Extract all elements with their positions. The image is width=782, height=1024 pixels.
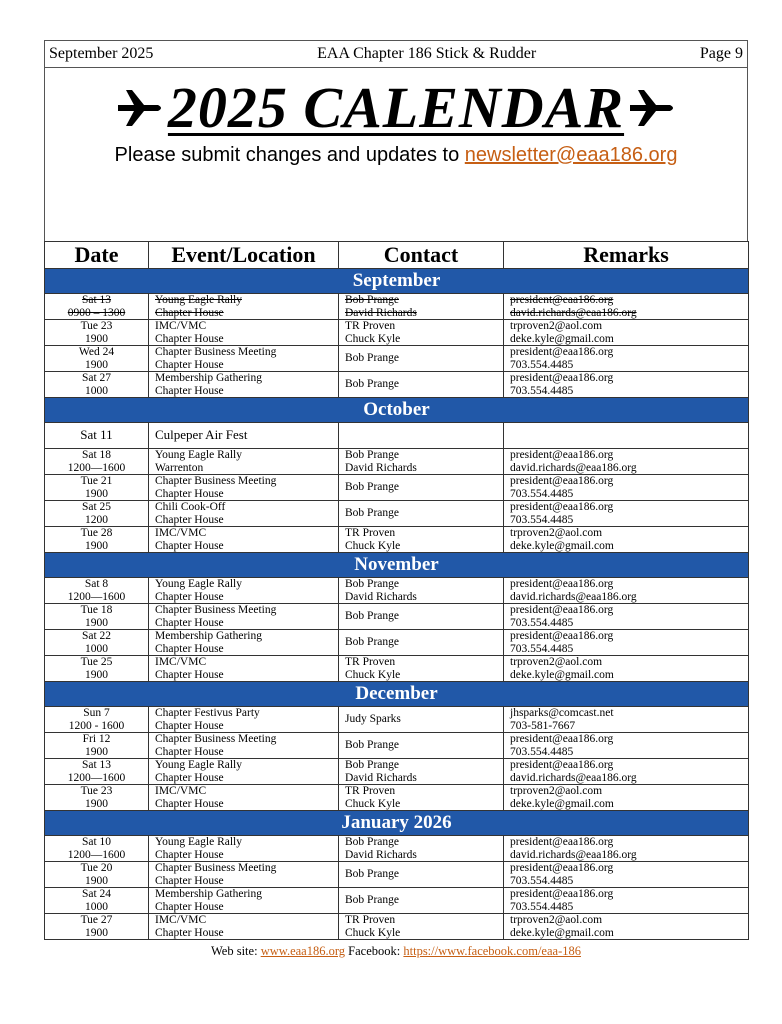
event-date [45,888,149,914]
month-header-row [45,682,749,707]
event-name-line: Chapter Business Meeting [155,733,277,745]
event-remarks-line: trproven2@aol.com [510,785,603,797]
event-name-line: Chapter House [155,719,224,732]
table-row [45,475,749,501]
event-remarks [504,423,749,449]
event-date [45,320,149,346]
event-name-line: Chapter House [155,848,224,861]
event-name [149,733,339,759]
event-name-line: Chapter House [155,616,224,629]
event-contact-line: Bob Prange [345,578,399,590]
event-name [149,423,339,449]
page-header [44,40,748,67]
event-contact [339,423,504,449]
month-label: December [45,682,749,707]
event-date [45,527,149,553]
table-row [45,914,749,940]
event-name-line: Membership Gathering [155,888,262,900]
event-date-line: Sun 7 [83,707,110,719]
event-remarks [504,862,749,888]
airplane-icon [114,88,166,128]
table-row [45,707,749,733]
event-date-line: 1000 [85,384,108,397]
event-date-line: 1900 [85,926,108,939]
table-row [45,759,749,785]
event-remarks [504,320,749,346]
event-date-line: 1900 [85,668,108,681]
event-date-line: Tue 23 [80,320,113,332]
event-name [149,372,339,398]
event-date-line: 1000 [85,900,108,913]
event-date-line: 1200—1600 [67,590,126,603]
footer-facebook-label: Facebook: [345,944,404,958]
table-header-row [45,242,749,269]
event-date [45,707,149,733]
event-contact-line: Bob Prange [345,378,399,391]
event-date-line: Tue 23 [80,785,113,797]
event-date [45,656,149,682]
event-contact-line: Bob Prange [345,739,399,752]
event-contact [339,785,504,811]
event-remarks-line: david.richards@eaa186.org [510,590,637,603]
table-row [45,294,749,320]
event-contact [339,320,504,346]
event-date [45,759,149,785]
event-date-line: 1200—1600 [67,461,126,474]
event-contact-line: Chuck Kyle [345,797,401,810]
event-date-line: 1200—1600 [67,771,126,784]
event-name-line: Chapter House [155,513,224,526]
event-remarks [504,630,749,656]
event-name-line: Chili Cook-Off [155,501,226,513]
header-publication: EAA Chapter 186 Stick & Rudder [317,45,537,62]
event-date [45,785,149,811]
event-contact [339,346,504,372]
event-date-line: 1200—1600 [67,848,126,861]
event-contact [339,604,504,630]
event-name-line: Chapter House [155,384,224,397]
event-contact [339,372,504,398]
event-contact-line: Chuck Kyle [345,926,401,939]
event-remarks-line: 703.554.4485 [510,513,574,526]
event-name-line: Chapter Business Meeting [155,346,277,358]
event-date-line: Sat 13 [81,294,112,306]
airplane-icon [626,88,678,128]
event-remarks-line: trproven2@aol.com [510,656,603,668]
event-name [149,604,339,630]
event-contact [339,888,504,914]
event-contact-line: Judy Sparks [345,713,401,726]
event-date [45,630,149,656]
event-date-line: 1900 [85,874,108,887]
event-name-line: Membership Gathering [155,630,262,642]
event-contact-line: Bob Prange [345,294,399,306]
event-remarks-line: 703.554.4485 [510,616,574,629]
event-name-line: Chapter House [155,797,224,810]
event-date-line: Sat 22 [81,630,112,642]
table-row [45,527,749,553]
event-date-line: Sat 13 [81,759,112,771]
event-remarks [504,759,749,785]
website-link[interactable]: www.eaa186.org [260,944,346,958]
event-contact [339,294,504,320]
event-contact-line: Bob Prange [345,836,399,848]
event-date [45,346,149,372]
event-remarks [504,733,749,759]
event-contact-line: Bob Prange [345,894,399,907]
event-remarks-line: 703.554.4485 [510,384,574,397]
event-contact-line: Bob Prange [345,636,399,649]
event-remarks-line: david.richards@eaa186.org [510,461,637,474]
event-remarks-line: president@eaa186.org [510,836,614,848]
event-date-line: Sat 27 [81,372,112,384]
event-name [149,501,339,527]
event-remarks-line: 703.554.4485 [510,874,574,887]
event-name [149,630,339,656]
event-name [149,320,339,346]
event-contact-line: Chuck Kyle [345,668,401,681]
event-date-line: Tue 27 [80,914,113,926]
subtitle-text: Please submit changes and updates to [114,144,465,166]
event-remarks-line: 703.554.4485 [510,487,574,500]
event-name-line: Young Eagle Rally [155,836,242,848]
event-remarks-line: david.richards@eaa186.org [510,306,637,319]
event-name [149,862,339,888]
event-remarks [504,914,749,940]
event-date-line: Tue 20 [80,862,113,874]
event-date-line: 1900 [85,487,108,500]
table-row [45,320,749,346]
event-contact-line: David Richards [345,771,417,784]
month-header-row [45,811,749,836]
event-name [149,294,339,320]
table-row [45,578,749,604]
event-date-line: Tue 18 [80,604,113,616]
event-name [149,836,339,862]
event-remarks-line: david.richards@eaa186.org [510,771,637,784]
event-remarks [504,656,749,682]
event-remarks-line: trproven2@aol.com [510,914,603,926]
event-remarks [504,604,749,630]
calendar-title: 2025 CALENDAR [167,75,625,140]
event-name-line: Young Eagle Rally [155,578,242,590]
event-date-line: Sat 18 [81,449,112,461]
event-name-line: Membership Gathering [155,372,262,384]
event-name [149,759,339,785]
event-name [149,888,339,914]
event-contact-line: Bob Prange [345,610,399,623]
event-date [45,294,149,320]
event-remarks-line: president@eaa186.org [510,449,614,461]
event-name [149,449,339,475]
event-name-line: Chapter House [155,900,224,913]
event-date-line: Tue 25 [80,656,113,668]
event-contact-line: Bob Prange [345,759,399,771]
month-label: September [45,269,749,294]
event-date-line: Tue 21 [80,475,113,487]
event-name-line: Chapter Business Meeting [155,475,277,487]
event-remarks [504,527,749,553]
event-name-line: Chapter House [155,487,224,500]
calendar-body [45,269,749,940]
event-contact [339,862,504,888]
column-header-event: Event/Location [149,242,339,269]
event-name [149,785,339,811]
event-contact [339,578,504,604]
table-row [45,372,749,398]
month-header-row [45,398,749,423]
newsletter-email-link[interactable]: newsletter@eaa186.org [464,144,678,166]
event-date [45,372,149,398]
event-remarks [504,836,749,862]
event-contact-line: Bob Prange [345,481,399,494]
event-contact-line: David Richards [345,590,417,603]
month-label: October [45,398,749,423]
event-name [149,656,339,682]
page-footer [44,944,748,959]
event-name [149,475,339,501]
event-remarks-line: president@eaa186.org [510,372,614,384]
event-date-line: Sat 25 [81,501,112,513]
event-name [149,578,339,604]
table-row [45,862,749,888]
event-name-line: IMC/VMC [155,785,207,797]
table-row [45,785,749,811]
event-date-line: 1900 [85,332,108,345]
event-contact-line: TR Proven [345,320,396,332]
event-remarks-line: david.richards@eaa186.org [510,848,637,861]
table-row [45,501,749,527]
event-date [45,501,149,527]
event-remarks-line: president@eaa186.org [510,630,614,642]
event-date-line: 0900 – 1300 [67,306,126,319]
event-remarks [504,475,749,501]
event-remarks-line: deke.kyle@gmail.com [510,539,614,552]
table-row [45,604,749,630]
event-date [45,578,149,604]
event-contact [339,449,504,475]
event-remarks-line: trproven2@aol.com [510,320,603,332]
event-date-line: Tue 28 [80,527,113,539]
event-contact-line: TR Proven [345,785,396,797]
event-remarks-line: 703-581-7667 [510,719,576,732]
event-date-line: Wed 24 [78,346,115,358]
event-name-line: Chapter House [155,771,224,784]
event-remarks-line: deke.kyle@gmail.com [510,332,614,345]
facebook-link[interactable]: https://www.facebook.com/eaa-186 [403,944,581,958]
event-contact [339,836,504,862]
column-header-contact: Contact [339,242,504,269]
event-remarks [504,707,749,733]
calendar-table [44,241,749,940]
month-header-row [45,269,749,294]
table-row [45,656,749,682]
event-remarks [504,449,749,475]
table-row [45,836,749,862]
event-name-line: Chapter House [155,539,224,552]
event-remarks [504,501,749,527]
column-header-date: Date [45,242,149,269]
event-name-line: Chapter House [155,590,224,603]
event-contact-line: TR Proven [345,527,396,539]
event-name-line: IMC/VMC [155,656,207,668]
event-remarks-line: president@eaa186.org [510,501,614,513]
table-row [45,423,749,449]
event-remarks-line: 703.554.4485 [510,900,574,913]
event-contact [339,914,504,940]
month-label: January 2026 [45,811,749,836]
event-remarks-line: president@eaa186.org [510,294,614,306]
event-contact [339,630,504,656]
event-remarks-line: 703.554.4485 [510,745,574,758]
event-remarks-line: president@eaa186.org [510,888,614,900]
event-contact-line: Bob Prange [345,352,399,365]
event-date-line: 1900 [85,616,108,629]
event-date [45,449,149,475]
month-header-row [45,553,749,578]
event-remarks [504,888,749,914]
table-row [45,630,749,656]
table-row [45,733,749,759]
event-name-line: Chapter House [155,642,224,655]
event-contact-line: David Richards [345,848,417,861]
event-contact [339,759,504,785]
event-name-line: Culpeper Air Fest [155,427,248,443]
event-contact [339,656,504,682]
event-name-line: Chapter Business Meeting [155,604,277,616]
event-name [149,527,339,553]
event-date [45,423,149,449]
event-name-line: Young Eagle Rally [155,449,242,461]
event-date-line: Sat 11 [80,427,113,443]
event-date [45,604,149,630]
event-date-line: 1900 [85,745,108,758]
event-date-line: 1000 [85,642,108,655]
table-row [45,449,749,475]
event-name-line: Chapter House [155,926,224,939]
event-remarks-line: president@eaa186.org [510,862,614,874]
event-remarks-line: 703.554.4485 [510,358,574,371]
event-name-line: Chapter Festivus Party [155,707,260,719]
event-contact-line: Bob Prange [345,507,399,520]
banner-subtitle [45,144,747,167]
column-header-remarks: Remarks [504,242,749,269]
newsletter-page [44,40,748,959]
event-remarks-line: 703.554.4485 [510,642,574,655]
event-contact-line: David Richards [345,461,417,474]
event-name [149,914,339,940]
event-name-line: IMC/VMC [155,527,207,539]
event-name-line: Chapter House [155,332,224,345]
table-row [45,346,749,372]
event-remarks-line: president@eaa186.org [510,475,614,487]
event-date-line: 1900 [85,539,108,552]
month-label: November [45,553,749,578]
event-contact [339,527,504,553]
event-remarks-line: deke.kyle@gmail.com [510,926,614,939]
event-contact [339,707,504,733]
event-name-line: Chapter Business Meeting [155,862,277,874]
event-remarks [504,294,749,320]
event-contact-line: David Richards [345,306,417,319]
event-date-line: 1900 [85,797,108,810]
event-name-line: Chapter House [155,306,224,319]
event-name-line: Chapter House [155,874,224,887]
event-contact [339,733,504,759]
event-remarks-line: president@eaa186.org [510,604,614,616]
event-contact-line: Chuck Kyle [345,332,401,345]
footer-web-label: Web site: [211,944,261,958]
event-remarks-line: president@eaa186.org [510,578,614,590]
event-name [149,346,339,372]
event-name-line: Young Eagle Rally [155,294,242,306]
calendar-banner [44,67,748,241]
event-date [45,475,149,501]
event-remarks-line: deke.kyle@gmail.com [510,797,614,810]
event-date [45,914,149,940]
header-date: September 2025 [49,45,154,62]
event-remarks [504,372,749,398]
event-remarks-line: president@eaa186.org [510,733,614,745]
event-remarks [504,346,749,372]
event-name-line: IMC/VMC [155,320,207,332]
event-remarks-line: president@eaa186.org [510,346,614,358]
event-remarks-line: president@eaa186.org [510,759,614,771]
event-date-line: Fri 12 [82,733,111,745]
event-name-line: IMC/VMC [155,914,207,926]
event-contact [339,475,504,501]
event-remarks-line: trproven2@aol.com [510,527,603,539]
event-date-line: 1200 - 1600 [68,719,125,732]
event-remarks-line: deke.kyle@gmail.com [510,668,614,681]
event-name [149,707,339,733]
event-contact-line: TR Proven [345,914,396,926]
event-name-line: Chapter House [155,358,224,371]
event-date-line: Sat 24 [81,888,112,900]
event-contact-line: Chuck Kyle [345,539,401,552]
event-name-line: Chapter House [155,668,224,681]
event-contact [339,501,504,527]
event-date-line: 1200 [85,513,108,526]
event-remarks-line: jhsparks@comcast.net [510,707,614,719]
event-name-line: Warrenton [155,461,204,474]
table-row [45,888,749,914]
event-name-line: Young Eagle Rally [155,759,242,771]
event-contact-line: Bob Prange [345,449,399,461]
event-date [45,862,149,888]
event-date-line: 1900 [85,358,108,371]
event-contact-line: Bob Prange [345,868,399,881]
header-page-number: Page 9 [699,45,743,62]
event-date [45,733,149,759]
event-date [45,836,149,862]
event-contact-line: TR Proven [345,656,396,668]
event-remarks [504,578,749,604]
event-date-line: Sat 8 [84,578,109,590]
event-date-line: Sat 10 [81,836,112,848]
event-name-line: Chapter House [155,745,224,758]
event-remarks [504,785,749,811]
